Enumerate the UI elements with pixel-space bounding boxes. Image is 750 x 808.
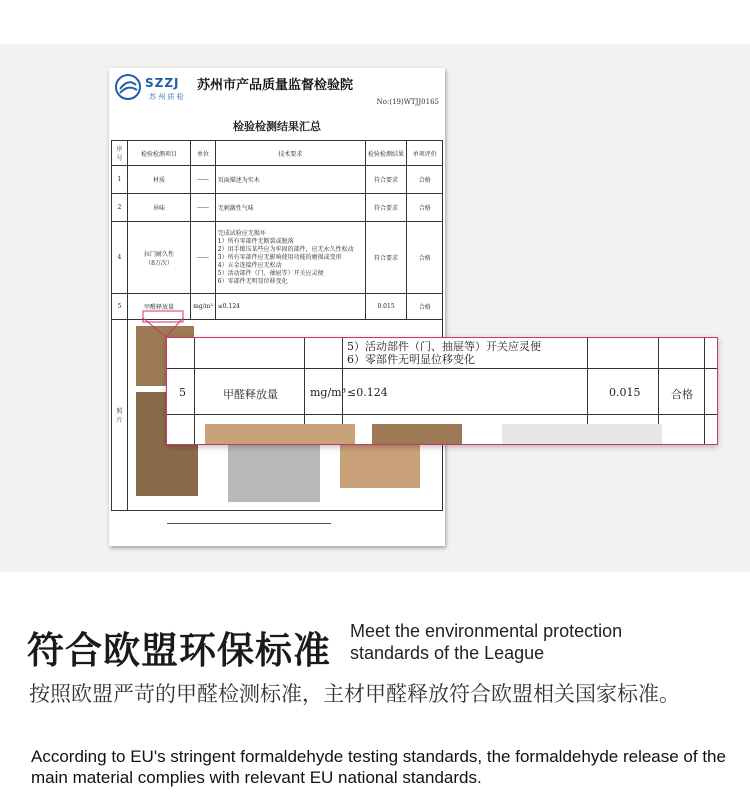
row-no: 2 (112, 194, 128, 222)
row-evaluation: 合格 (407, 294, 443, 320)
table-row (112, 166, 443, 194)
row-evaluation: 合格 (407, 166, 443, 194)
table-row (112, 294, 443, 320)
test-report-document (109, 68, 445, 546)
row-no: 1 (112, 166, 128, 194)
header-cell: 单项评价 (407, 141, 443, 166)
row-result: 符合要求 (365, 166, 407, 194)
zoom-photo (502, 424, 662, 445)
header-cell: 序号 (112, 141, 128, 166)
row-item: 材质 (127, 166, 190, 194)
header-cell: 检验检测结果 (365, 141, 407, 166)
row-result: 0.015 (365, 294, 407, 320)
header-cell: 检验检测项目 (127, 141, 190, 166)
organization-name: 苏州市产品质量监督检验院 (197, 78, 354, 93)
results-table (111, 140, 443, 511)
zoom-col-line (704, 338, 705, 444)
report-title: 检验检测结果汇总 (233, 120, 321, 133)
zoom-row-requirement: ≤0.124 (347, 386, 388, 399)
photo-label: 照片 (112, 320, 128, 511)
row-requirement: 页面描述为实木 (215, 166, 365, 194)
logo-text: SZZJ (145, 76, 180, 90)
description-english: According to EU's stringent formaldehyde testing standards, the formaldehyde release of the main material complies with relevant EU national standards. (31, 747, 726, 787)
row-evaluation: 合格 (407, 194, 443, 222)
row-requirement: 完成试验应无损坏 1）所有零部件无断裂或脱落 2）用手揿压某些应为牢固的部件，应无永久性松动 3）所有零部件应无影响使用功能的磨损或变形 4）五金连接件应无松动 5）活动部件（门、抽屉等）开关应灵便 6）零部件无明显位移变化 (215, 222, 365, 294)
row-result: 符合要求 (365, 194, 407, 222)
row-requirement: ≤0.124 (215, 294, 365, 320)
row-item: 拉门耐久性 （8万次） (127, 222, 190, 294)
row-result: 符合要求 (365, 222, 407, 294)
row-unit: —— (191, 194, 216, 222)
headline: 符合欧盟环保标准 (27, 629, 331, 672)
zoom-row-item: 甲醛释放量 (223, 388, 278, 401)
zoom-row-line (167, 368, 717, 369)
zoom-row-no: 5 (179, 386, 186, 399)
signature-line (167, 523, 331, 524)
zoom-col-line (194, 338, 195, 444)
row-unit: mg/m³ (191, 294, 216, 320)
zoom-req-line6: 6）零部件无明显位移变化 (347, 353, 475, 366)
row-item: 甲醛释放量 (127, 294, 190, 320)
report-number: No:(19)WTJJ0165 (376, 98, 439, 106)
description-chinese: 按照欧盟严苛的甲醛检测标准，主材甲醛释放符合欧盟相关国家标准。 (29, 682, 680, 706)
table-row (112, 222, 443, 294)
row-unit: —— (191, 166, 216, 194)
logo-globe-icon (115, 74, 141, 100)
row-no: 4 (112, 222, 128, 294)
zoom-row-line (167, 414, 717, 415)
row-requirement: 无刺激性气味 (215, 194, 365, 222)
szzj-logo (115, 74, 185, 106)
logo-subtext: 苏 州 质 检 (149, 93, 184, 101)
row-item: 异味 (127, 194, 190, 222)
row-unit: —— (191, 222, 216, 294)
zoom-row-unit: mg/m³ (310, 386, 347, 399)
header-cell: 单位 (191, 141, 216, 166)
table-header-row (112, 141, 443, 166)
headline-english: Meet the environmental protection standards of the League (350, 621, 623, 663)
zoom-row-evaluation: 合格 (671, 388, 693, 401)
zoom-photo (372, 424, 462, 445)
header-cell: 技术要求 (215, 141, 365, 166)
row-evaluation: 合格 (407, 222, 443, 294)
zoom-photo (205, 424, 355, 445)
zoom-req-line5: 5）活动部件（门、抽屉等）开关应灵便 (347, 340, 541, 353)
row-no: 5 (112, 294, 128, 320)
zoom-row-result: 0.015 (609, 386, 641, 399)
table-row (112, 194, 443, 222)
zoom-callout (166, 337, 718, 445)
